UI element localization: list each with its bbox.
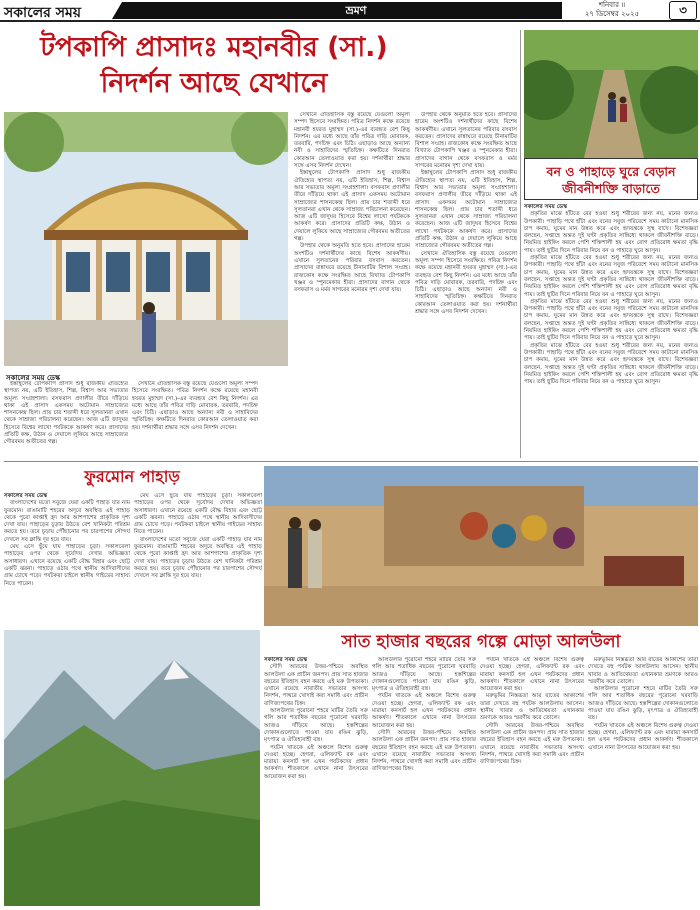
alula-column-3-text: পর্যটন খাতকে এই অঞ্চলে বিশেষ গুরুত্ব দেওয়া হচ্ছে। হেগরা, এলিফ্যান্ট রক এবং মারায়া কনসার্ট হল এখন পর্যটকদের প্রধান আকর্ষণ। শীতকালে এখানে নানা উৎসবের আয়োজন করা হয়।	[480, 657, 584, 693]
topkapi-column-2	[132, 381, 258, 457]
hill-column-1	[4, 493, 130, 625]
alula-column-1-more: আলউলার পুরোনো শহরে মাটির তৈরি সরু গলি আর শতাধিক বছরের পুরোনো ঘরবাড়ি আজও দাঁড়িয়ে আছে। হস্তশিল্পের দোকানগুলোতে পাওয়া যায় রঙিন ঝুড়ি, মৃৎপাত্র ও ঐতিহ্যবাহী বস্ত্র।	[264, 708, 368, 744]
alula-column-4-extra: পর্যটন খাতকে এই অঞ্চলে বিশেষ গুরুত্ব দেওয়া হচ্ছে। হেগরা, এলিফ্যান্ট রক এবং মারায়া কনসার্ট হল এখন পর্যটকদের প্রধান আকর্ষণ। শীতকালে এখানে নানা উৎসবের আয়োজন করা হয়।	[588, 722, 698, 751]
topkapi-headline-line1: টপকাপি প্রাসাদঃ মহানবীর (সা.)	[40, 32, 388, 63]
hill-column-1-more: মেঘ এসে ছুঁয়ে যায় পাহাড়ের চূড়া। সকালবেলা পাহাড়ের ওপর থেকে সূর্যোদয় দেখার অভিজ্ঞতা অসাধারণ। এখানে রয়েছে একটি বৌদ্ধ বিহার এবং ছোট্ট একটি ঝরনা। পাহাড়ে ওঠার পথে স্থানীয় আদিবাসীদের গ্রাম চোখে পড়ে। পর্যটকরা চাইলে স্থানীয় গাইডের সাহায্য নিতে পারেন।	[4, 544, 130, 587]
issue-date: ২৭ ডিসেম্বর ২০২৫	[584, 10, 640, 18]
forest-headline-line2: জীবনীশক্তি বাড়াতে	[562, 181, 660, 196]
forest-body-extra: প্রকৃতির মাঝে হাঁটতে বের হওয়া শুধু শরীরের জন্য নয়, মনের জন্যও উপকারী। পাহাড়ি পথে হাঁটা এবং বনের সবুজ পরিবেশে সময় কাটানো মানসিক চাপ কমায়, ঘুমের মান উন্নত করে এবং হৃদযন্ত্রকে সুস্থ রাখে। বিশেষজ্ঞরা বলছেন, সপ্তাহে অন্তত দুই ঘণ্টা প্রকৃতির সান্নিধ্যে থাকলে জীবনীশক্তি বাড়ে। নিয়মিত হাইকিং করলে পেশি শক্তিশালী হয় এবং রোগ প্রতিরোধ ক্ষমতা বৃদ্ধি পায়। তাই ছুটির দিনে পরিবার নিয়ে বন ও পাহাড়ে ঘুরে আসুন।	[524, 298, 698, 342]
hill-column-2-more: বাংলাদেশের মতো সবুজে ঘেরা একটি পাহাড় যার নাম ফুরমোন। রাঙামাটি শহরের অদূরে অবস্থিত এই পাহাড় থেকে পুরো কাপ্তাই হ্রদ আর আশপাশের প্রাকৃতিক দৃশ্য দেখা যায়। পাহাড়ের চূড়ায় উঠতে বেশ খানিকটা পরিশ্রম করতে হয়। তবে চূড়ায় পৌঁছানোর পর চারপাশের সৌন্দর্য দেখলে সব ক্লান্তি দূর হয়ে যায়।	[134, 536, 262, 580]
date-block	[562, 1, 662, 19]
hill-column-2	[134, 493, 262, 625]
forest-headline-line1: বন ও পাহাড়ে ঘুরে বেড়ান	[546, 164, 676, 179]
topkapi-column-3	[294, 112, 410, 458]
alula-column-1-extra: পর্যটন খাতকে এই অঞ্চলে বিশেষ গুরুত্ব দেওয়া হচ্ছে। হেগরা, এলিফ্যান্ট রক এবং মারায়া কনসার্ট হল এখন পর্যটকদের প্রধান আকর্ষণ। শীতকালে এখানে নানা উৎসবের আয়োজন করা হয়।	[264, 744, 368, 780]
alula-column-1	[264, 657, 368, 906]
topkapi-column-3-more: ইস্তাম্বুলের টোপকাপি প্রাসাদ শুধু রাজকীয় ঐতিহ্যের স্থাপত্য নয়, এটি ইতিহাস, শিল্প, বিশ্বাস আর সভ্যতার অমূল্য সংগ্রহশালা। বসফরাস প্রণালীর তীরে দাঁড়িয়ে থাকা এই প্রাসাদ একসময় অটোমান সাম্রাজ্যের শাসনকেন্দ্র ছিল। প্রায় চার শতাব্দী ধরে সুলতানরা এখান থেকে সাম্রাজ্য পরিচালনা করেছেন। আজ এটি জাদুঘর হিসেবে বিশ্বের লাখো পর্যটককে আকর্ষণ করে। প্রাসাদের প্রতিটি কক্ষ, উঠান ও দেয়ালে লুকিয়ে আছে সাম্রাজ্যের গৌরবময় অতীতের গল্প।	[294, 170, 410, 243]
forest-column	[524, 204, 698, 458]
topkapi-pavilion-photo	[4, 112, 288, 366]
masthead	[0, 0, 700, 22]
section-divider	[4, 461, 698, 462]
topkapi-column-3-extra: উপহার থেকে অনুমতি হতে হবে। প্রাসাদের হারেম অংশটিও দর্শনার্থীদের কাছে বিশেষ আকর্ষণীয়। এখানে সুলতানের পরিবার বসবাস করতেন। প্রাসাদের রান্নাঘরে রয়েছে চীনামাটির বিশাল সংগ্রহ। রাজকোষ কক্ষে সংরক্ষিত আছে বিখ্যাত টোপকাপি খঞ্জর ও স্পুনমেকার হীরা। প্রাসাদের বাগান থেকে বসফরাস ও মর্মর সাগরের মনোরম দৃশ্য দেখা যায়।	[294, 243, 410, 294]
hill-column-1-text: বাংলাদেশের মতো সবুজে ঘেরা একটি পাহাড় যার নাম ফুরমোন। রাঙামাটি শহরের অদূরে অবস্থিত এই পাহাড় থেকে পুরো কাপ্তাই হ্রদ আর আশপাশের প্রাকৃতিক দৃশ্য দেখা যায়। পাহাড়ের চূড়ায় উঠতে বেশ খানিকটা পরিশ্রম করতে হয়। তবে চূড়ায় পৌঁছানোর পর চারপাশের সৌন্দর্য দেখলে সব ক্লান্তি দূর হয়ে যায়।	[4, 500, 130, 543]
alula-column-3	[480, 657, 584, 906]
alula-column-2	[372, 657, 476, 906]
alula-column-2-extra: সৌদি আরবের উত্তর-পশ্চিমে অবস্থিত আলউলা এক প্রাচীন জনপদ। প্রায় সাত হাজার বছরের ইতিহাস বহন করছে এই মরু উপত্যকা। এখানে রয়েছে নাবাতীয় সভ্যতার অসংখ্য নিদর্শন, পাথরে খোদাই করা সমাধি এবং প্রাচীন বাণিজ্যপথের চিহ্ন।	[372, 729, 476, 773]
topkapi-column-4-extra: সেখানে ঐতিহাসিক বস্তু রয়েছে যেগুলো অমূল্য সম্পদ হিসেবে সংরক্ষিত। পবিত্র নিদর্শন কক্ষে রয়েছে মহানবী হযরত মুহাম্মদ (সা.)-এর ব্যবহৃত বেশ কিছু নিদর্শন। এর মধ্যে আছে তাঁর পবিত্র দাড়ি মোবারক, তরবারি, পদচিহ্ন এবং চিঠি। এছাড়াও আছে অন্যান্য নবী ও সাহাবিদের স্মৃতিচিহ্ন। কক্ষটিতে দিনরাত কোরআন তেলাওয়াত করা হয়। দর্শনার্থীরা শ্রদ্ধার সঙ্গে এসব নিদর্শন দেখেন।	[415, 250, 517, 316]
topkapi-headline	[4, 30, 424, 102]
forest-hiking-photo	[524, 30, 698, 158]
topkapi-column-4-text: উপহার থেকে অনুমতি হতে হবে। প্রাসাদের হারেম অংশটিও দর্শনার্থীদের কাছে বিশেষ আকর্ষণীয়। এখানে সুলতানের পরিবার বসবাস করতেন। প্রাসাদের রান্নাঘরে রয়েছে চীনামাটির বিশাল সংগ্রহ। রাজকোষ কক্ষে সংরক্ষিত আছে বিখ্যাত টোপকাপি খঞ্জর ও স্পুনমেকার হীরা। প্রাসাদের বাগান থেকে বসফরাস ও মর্মর সাগরের মনোরম দৃশ্য দেখা যায়।	[415, 112, 517, 170]
page-number: ৩	[669, 1, 697, 20]
topkapi-column-4	[415, 112, 517, 458]
hill-column-2-text: মেঘ এসে ছুঁয়ে যায় পাহাড়ের চূড়া। সকালবেলা পাহাড়ের ওপর থেকে সূর্যোদয় দেখার অভিজ্ঞতা অসাধারণ। এখানে রয়েছে একটি বৌদ্ধ বিহার এবং ছোট্ট একটি ঝরনা। পাহাড়ে ওঠার পথে স্থানীয় আদিবাসীদের গ্রাম চোখে পড়ে। পর্যটকরা চাইলে স্থানীয় গাইডের সাহায্য নিতে পারেন।	[134, 493, 262, 536]
alula-column-4-more: আলউলার পুরোনো শহরে মাটির তৈরি সরু গলি আর শতাধিক বছরের পুরোনো ঘরবাড়ি আজও দাঁড়িয়ে আছে। হস্তশিল্পের দোকানগুলোতে পাওয়া যায় রঙিন ঝুড়ি, মৃৎপাত্র ও ঐতিহ্যবাহী বস্ত্র।	[588, 686, 698, 722]
alula-column-1-text: সৌদি আরবের উত্তর-পশ্চিমে অবস্থিত আলউলা এক প্রাচীন জনপদ। প্রায় সাত হাজার বছরের ইতিহাস বহন করছে এই মরু উপত্যকা। এখানে রয়েছে নাবাতীয় সভ্যতার অসংখ্য নিদর্শন, পাথরে খোদাই করা সমাধি এবং প্রাচীন বাণিজ্যপথের চিহ্ন।	[264, 664, 368, 707]
alula-column-3-extra: সৌদি আরবের উত্তর-পশ্চিমে অবস্থিত আলউলা এক প্রাচীন জনপদ। প্রায় সাত হাজার বছরের ইতিহাস বহন করছে এই মরু উপত্যকা। এখানে রয়েছে নাবাতীয় সভ্যতার অসংখ্য নিদর্শন, পাথরে খোদাই করা সমাধি এবং প্রাচীন বাণিজ্যপথের চিহ্ন।	[480, 722, 584, 766]
topkapi-photo-caption: সকালের সময় ডেস্ক	[6, 374, 60, 382]
section-tag: ভ্রমণ	[122, 2, 590, 19]
mountain-landscape-photo	[4, 630, 260, 906]
topkapi-column-3-text: সেখানে ঐতিহাসিক বস্তু রয়েছে যেগুলো অমূল্য সম্পদ হিসেবে সংরক্ষিত। পবিত্র নিদর্শন কক্ষে রয়েছে মহানবী হযরত মুহাম্মদ (সা.)-এর ব্যবহৃত বেশ কিছু নিদর্শন। এর মধ্যে আছে তাঁর পবিত্র দাড়ি মোবারক, তরবারি, পদচিহ্ন এবং চিঠি। এছাড়াও আছে অন্যান্য নবী ও সাহাবিদের স্মৃতিচিহ্ন। কক্ষটিতে দিনরাত কোরআন তেলাওয়াত করা হয়। দর্শনার্থীরা শ্রদ্ধার সঙ্গে এসব নিদর্শন দেখেন।	[294, 112, 410, 170]
alula-column-3-more: মরুভূমির নিস্তব্ধতা আর রাতের আকাশের তারা দেখতে বহু পর্যটক আলউলায় আসেন। স্থানীয় খাবার ও আতিথেয়তা এখানকার ভ্রমণকে আরও স্মরণীয় করে তোলে।	[480, 693, 584, 722]
hill-byline: সকালের সময় ডেস্ক	[4, 493, 48, 499]
alula-column-2-more: পর্যটন খাতকে এই অঞ্চলে বিশেষ গুরুত্ব দেওয়া হচ্ছে। হেগরা, এলিফ্যান্ট রক এবং মারায়া কনসার্ট হল এখন পর্যটকদের প্রধান আকর্ষণ। শীতকালে এখানে নানা উৎসবের আয়োজন করা হয়।	[372, 693, 476, 729]
forest-body-more: প্রকৃতির মাঝে হাঁটতে বের হওয়া শুধু শরীরের জন্য নয়, মনের জন্যও উপকারী। পাহাড়ি পথে হাঁটা এবং বনের সবুজ পরিবেশে সময় কাটানো মানসিক চাপ কমায়, ঘুমের মান উন্নত করে এবং হৃদযন্ত্রকে সুস্থ রাখে। বিশেষজ্ঞরা বলছেন, সপ্তাহে অন্তত দুই ঘণ্টা প্রকৃতির সান্নিধ্যে থাকলে জীবনীশক্তি বাড়ে। নিয়মিত হাইকিং করলে পেশি শক্তিশালী হয় এবং রোগ প্রতিরোধ ক্ষমতা বৃদ্ধি পায়। তাই ছুটির দিনে পরিবার নিয়ে বন ও পাহাড়ে ঘুরে আসুন।	[524, 255, 698, 298]
forest-body: প্রকৃতির মাঝে হাঁটতে বের হওয়া শুধু শরীরের জন্য নয়, মনের জন্যও উপকারী। পাহাড়ি পথে হাঁটা এবং বনের সবুজ পরিবেশে সময় কাটানো মানসিক চাপ কমায়, ঘুমের মান উন্নত করে এবং হৃদযন্ত্রকে সুস্থ রাখে। বিশেষজ্ঞরা বলছেন, সপ্তাহে অন্তত দুই ঘণ্টা প্রকৃতির সান্নিধ্যে থাকলে জীবনীশক্তি বাড়ে। নিয়মিত হাইকিং করলে পেশি শক্তিশালী হয় এবং রোগ প্রতিরোধ ক্ষমতা বৃদ্ধি পায়। তাই ছুটির দিনে পরিবার নিয়ে বন ও পাহাড়ে ঘুরে আসুন।	[524, 211, 698, 254]
alula-byline: সকালের সময় ডেস্ক	[264, 657, 308, 663]
topkapi-column-1-text: ইস্তাম্বুলের টোপকাপি প্রাসাদ শুধু রাজকীয় ঐতিহ্যের স্থাপত্য নয়, এটি ইতিহাস, শিল্প, বিশ্বাস আর সভ্যতার অমূল্য সংগ্রহশালা। বসফরাস প্রণালীর তীরে দাঁড়িয়ে থাকা এই প্রাসাদ একসময় অটোমান সাম্রাজ্যের শাসনকেন্দ্র ছিল। প্রায় চার শতাব্দী ধরে সুলতানরা এখান থেকে সাম্রাজ্য পরিচালনা করেছেন। আজ এটি জাদুঘর হিসেবে বিশ্বের লাখো পর্যটককে আকর্ষণ করে। প্রাসাদের প্রতিটি কক্ষ, উঠান ও দেয়ালে লুকিয়ে আছে সাম্রাজ্যের গৌরবময় অতীতের গল্প।	[4, 381, 128, 446]
alula-column-4-text: মরুভূমির নিস্তব্ধতা আর রাতের আকাশের তারা দেখতে বহু পর্যটক আলউলায় আসেন। স্থানীয় খাবার ও আতিথেয়তা এখানকার ভ্রমণকে আরও স্মরণীয় করে তোলে।	[588, 657, 698, 685]
forest-byline: সকালের সময় ডেস্ক	[524, 204, 568, 210]
alula-column-4	[588, 657, 698, 906]
topkapi-column-1	[4, 381, 128, 457]
paper-name: সকালের সময়	[4, 5, 82, 21]
weekday: শনিবার ॥	[598, 1, 626, 9]
topkapi-column-2-text: সেখানে ঐতিহাসিক বস্তু রয়েছে যেগুলো অমূল্য সম্পদ হিসেবে সংরক্ষিত। পবিত্র নিদর্শন কক্ষে রয়েছে মহানবী হযরত মুহাম্মদ (সা.)-এর ব্যবহৃত বেশ কিছু নিদর্শন। এর মধ্যে আছে তাঁর পবিত্র দাড়ি মোবারক, তরবারি, পদচিহ্ন এবং চিঠি। এছাড়াও আছে অন্যান্য নবী ও সাহাবিদের স্মৃতিচিহ্ন। কক্ষটিতে দিনরাত কোরআন তেলাওয়াত করা হয়। দর্শনার্থীরা শ্রদ্ধার সঙ্গে এসব নিদর্শন দেখেন।	[132, 381, 258, 431]
forest-headline-box	[524, 158, 698, 200]
alula-column-2-text: আলউলার পুরোনো শহরে মাটির তৈরি সরু গলি আর শতাধিক বছরের পুরোনো ঘরবাড়ি আজও দাঁড়িয়ে আছে। হস্তশিল্পের দোকানগুলোতে পাওয়া যায় রঙিন ঝুড়ি, মৃৎপাত্র ও ঐতিহ্যবাহী বস্ত্র।	[372, 657, 476, 693]
alula-market-photo	[264, 466, 698, 626]
topkapi-column-4-more: ইস্তাম্বুলের টোপকাপি প্রাসাদ শুধু রাজকীয় ঐতিহ্যের স্থাপত্য নয়, এটি ইতিহাস, শিল্প, বিশ্বাস আর সভ্যতার অমূল্য সংগ্রহশালা। বসফরাস প্রণালীর তীরে দাঁড়িয়ে থাকা এই প্রাসাদ একসময় অটোমান সাম্রাজ্যের শাসনকেন্দ্র ছিল। প্রায় চার শতাব্দী ধরে সুলতানরা এখান থেকে সাম্রাজ্য পরিচালনা করেছেন। আজ এটি জাদুঘর হিসেবে বিশ্বের লাখো পর্যটককে আকর্ষণ করে। প্রাসাদের প্রতিটি কক্ষ, উঠান ও দেয়ালে লুকিয়ে আছে সাম্রাজ্যের গৌরবময় অতীতের গল্প।	[415, 170, 517, 250]
column-divider	[520, 30, 521, 458]
topkapi-headline-line2: নিদর্শন আছে যেখানে	[100, 68, 328, 99]
alula-headline: সাত হাজার বছরের গল্পে মোড়া আলউলা	[341, 632, 621, 652]
forest-body-extra2: প্রকৃতির মাঝে হাঁটতে বের হওয়া শুধু শরীরের জন্য নয়, মনের জন্যও উপকারী। পাহাড়ি পথে হাঁটা এবং বনের সবুজ পরিবেশে সময় কাটানো মানসিক চাপ কমায়, ঘুমের মান উন্নত করে এবং হৃদযন্ত্রকে সুস্থ রাখে। বিশেষজ্ঞরা বলছেন, সপ্তাহে অন্তত দুই ঘণ্টা প্রকৃতির সান্নিধ্যে থাকলে জীবনীশক্তি বাড়ে। নিয়মিত হাইকিং করলে পেশি শক্তিশালী হয় এবং রোগ প্রতিরোধ ক্ষমতা বৃদ্ধি পায়। তাই ছুটির দিনে পরিবার নিয়ে বন ও পাহাড়ে ঘুরে আসুন।	[524, 342, 698, 386]
hill-headline: ফুরমোন পাহাড়	[84, 467, 180, 486]
